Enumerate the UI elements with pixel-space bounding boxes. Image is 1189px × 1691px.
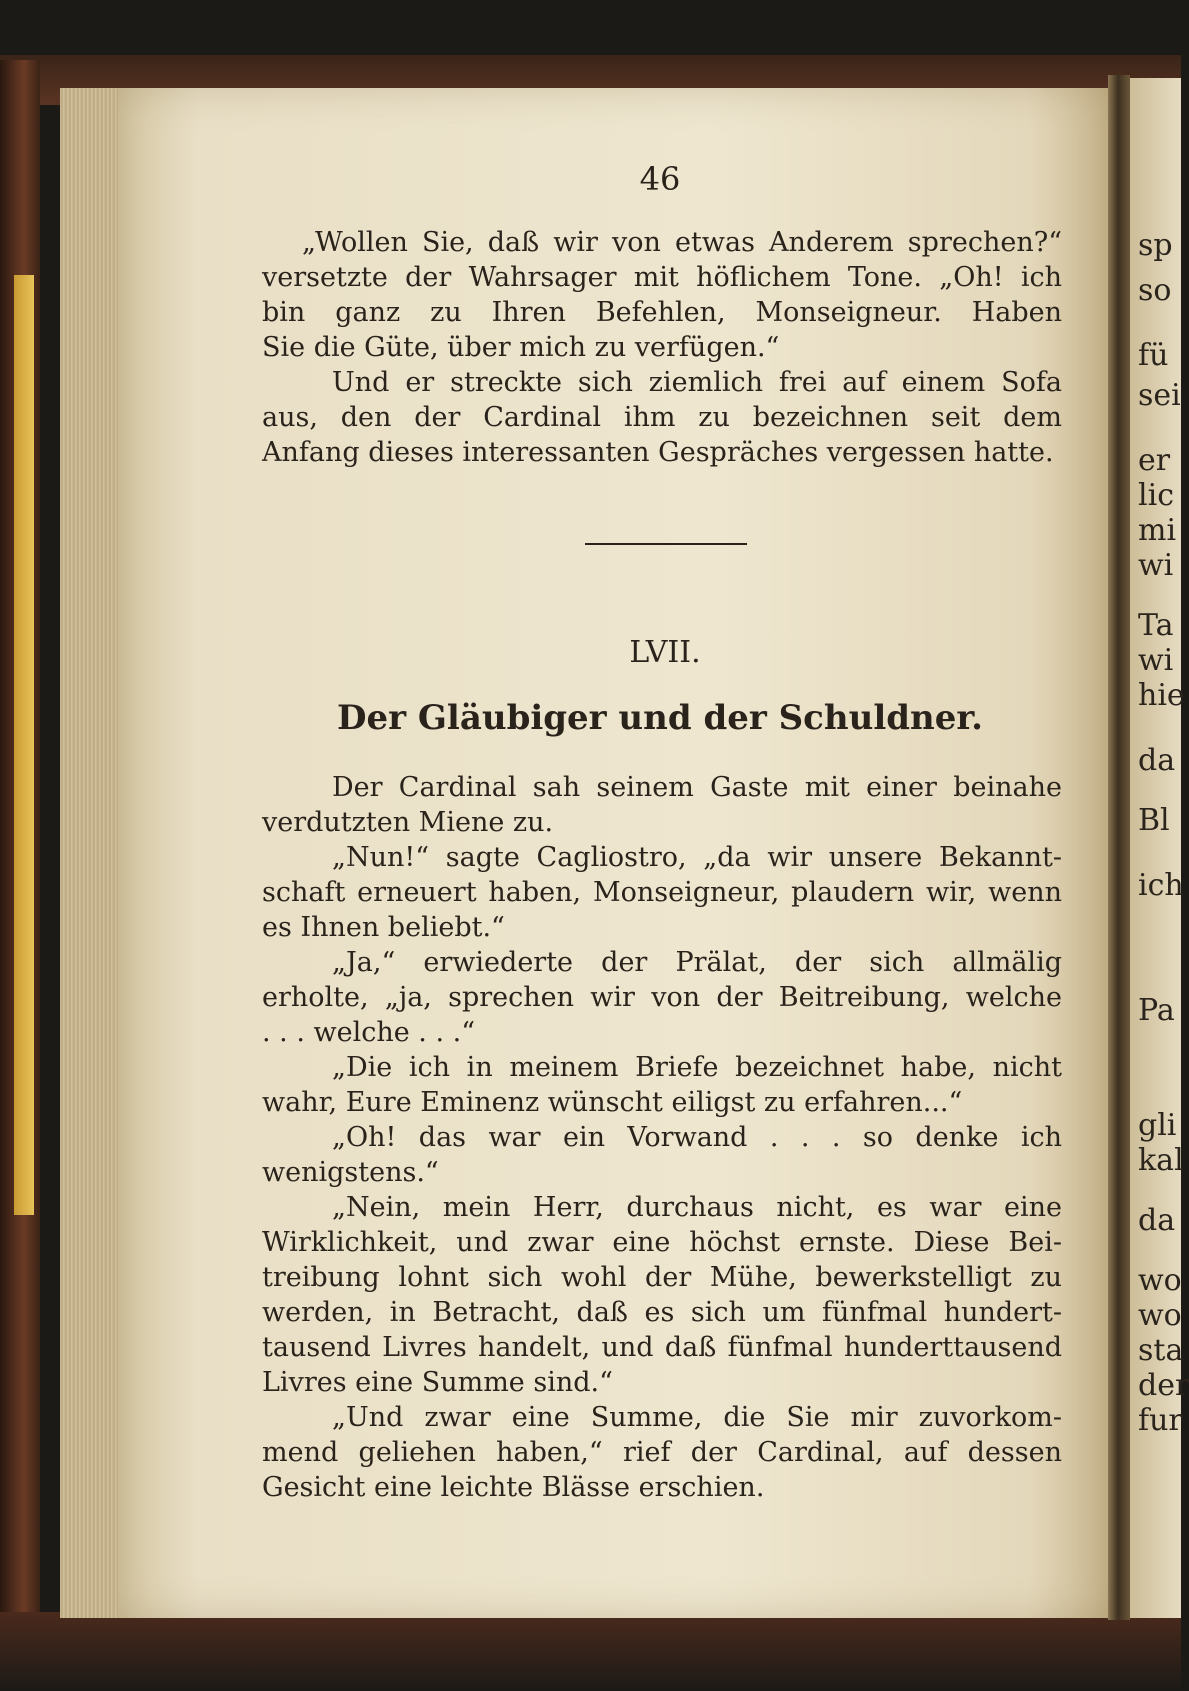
right-page-line: da <box>1138 743 1176 778</box>
text-line: wahr, Eure Eminenz wünscht eiligst zu erfahren...“ <box>262 1087 963 1118</box>
right-page-line: hie <box>1138 678 1185 713</box>
chapter-number: LVII. <box>629 635 701 670</box>
right-page-line: ich <box>1138 868 1184 903</box>
chapter-title: Der Gläubiger und der Schuldner. <box>337 698 983 738</box>
text-line: Und er streckte sich ziemlich frei auf einem Sofa <box>332 367 1062 398</box>
right-page-line: kal <box>1138 1143 1184 1178</box>
right-page-line: so <box>1138 273 1172 308</box>
text-line: Livres eine Summe sind.“ <box>262 1367 613 1398</box>
text-line: es Ihnen beliebt.“ <box>262 912 505 943</box>
text-line: „Und zwar eine Summe, die Sie mir zuvorkom- <box>332 1402 1062 1433</box>
right-page-line: wo <box>1138 1298 1182 1333</box>
text-line: tausend Livres handelt, und daß fünfmal hunderttausend <box>262 1332 1062 1363</box>
text-line: Anfang dieses interessanten Gespräches vergessen hatte. <box>262 437 1054 468</box>
right-page-line: fur <box>1138 1403 1183 1438</box>
right-page-line: wo <box>1138 1263 1182 1298</box>
right-page-line: Ta <box>1138 608 1174 643</box>
text-line: verdutzten Miene zu. <box>262 807 554 838</box>
bottom-text-block <box>262 770 1062 1505</box>
right-page-line: mi <box>1138 513 1177 548</box>
text-line: aus, den der Cardinal ihm zu bezeichnen seit dem <box>262 402 1062 433</box>
page-number: 46 <box>639 160 681 198</box>
text-line: schaft erneuert haben, Monseigneur, plaudern wir, wenn <box>262 877 1062 908</box>
right-page-line: Bl <box>1138 803 1170 838</box>
text-line: versetzte der Wahrsager mit höflichem Tone. „Oh! ich <box>262 262 1062 293</box>
right-page-line: wi <box>1138 643 1174 678</box>
right-page-line: gli <box>1138 1108 1177 1143</box>
right-page-line: sei <box>1138 378 1181 413</box>
bookmark-edge <box>14 275 34 1215</box>
text-line: Wirklichkeit, und zwar eine höchst ernste. Diese Bei- <box>262 1227 1062 1258</box>
text-line: treibung lohnt sich wohl der Mühe, bewerkstelligt zu <box>262 1262 1062 1293</box>
text-line: „Oh! das war ein Vorwand . . . so denke ich <box>332 1122 1062 1153</box>
text-line: mend geliehen haben,“ rief der Cardinal, auf dessen <box>262 1437 1062 1468</box>
right-page-line: Pa <box>1138 993 1175 1028</box>
right-page-fragment <box>1130 78 1189 1618</box>
text-line: werden, in Betracht, daß es sich um fünfmal hundert- <box>262 1297 1062 1328</box>
right-page-line: wi <box>1138 548 1174 583</box>
text-line: erholte, „ja, sprechen wir von der Beitreibung, welche <box>262 982 1062 1013</box>
text-line: . . . welche . . .“ <box>262 1017 476 1048</box>
text-line: Sie die Güte, über mich zu verfügen.“ <box>262 332 780 363</box>
text-line: Gesicht eine leichte Blässe erschien. <box>262 1472 765 1503</box>
text-line: bin ganz zu Ihren Befehlen, Monseigneur. Haben <box>262 297 1062 328</box>
right-page-line: der <box>1138 1368 1189 1403</box>
text-line: „Nun!“ sagte Cagliostro, „da wir unsere Bekannt- <box>332 842 1062 873</box>
right-page-line: sp <box>1138 228 1173 263</box>
text-line: „Ja,“ erwiederte der Prälat, der sich allmälig <box>332 947 1062 978</box>
text-line: wenigstens.“ <box>262 1157 439 1188</box>
text-line: „Die ich in meinem Briefe bezeichnet habe, nicht <box>332 1052 1062 1083</box>
text-line: „Wollen Sie, daß wir von etwas Anderem sprechen?“ <box>302 227 1062 258</box>
text-line: Der Cardinal sah seinem Gaste mit einer beinahe <box>332 772 1062 803</box>
right-page-line: lic <box>1138 478 1174 513</box>
right-page-line: da <box>1138 1203 1176 1238</box>
right-page-line: fü <box>1138 338 1169 373</box>
book-cover-bottom <box>0 1612 1181 1691</box>
right-page-line: er <box>1138 443 1171 478</box>
text-line: „Nein, mein Herr, durchaus nicht, es war eine <box>332 1192 1062 1223</box>
top-text-block <box>262 225 1062 470</box>
book-gutter <box>1108 75 1130 1620</box>
right-page-line: sta <box>1138 1333 1184 1368</box>
section-divider <box>585 543 747 545</box>
